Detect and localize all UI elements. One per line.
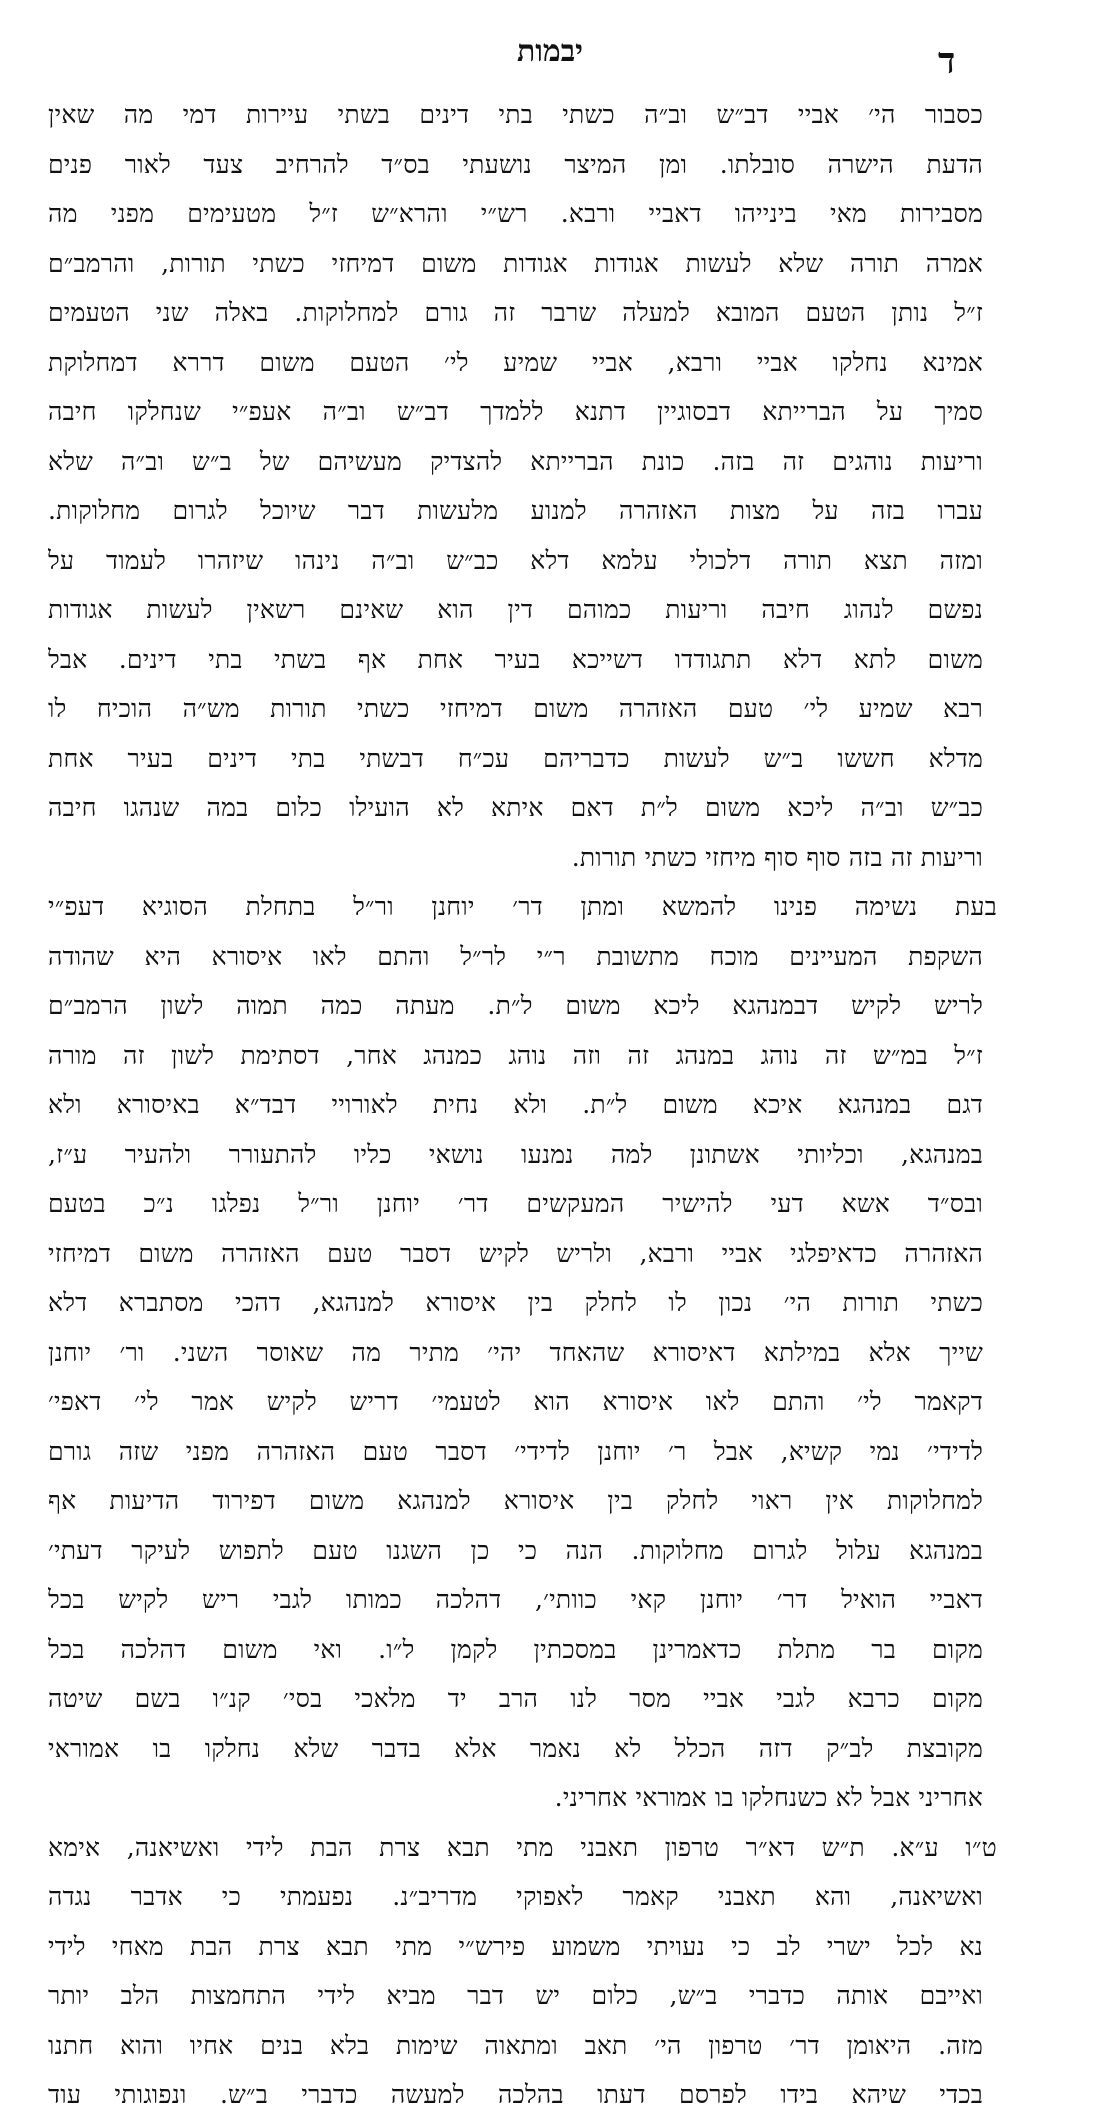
text-line: אמינא נחלקו אביי ורבא, אביי שמיע לי׳ הטעם משום דררא דמחלוקת [48, 347, 983, 377]
text-line: משום לתא דלא תתגודדו דשייכא בעיר אחת אף בשתי בתי דינים. אבל [48, 644, 983, 674]
text-line: לדידי׳ נמי קשיא, אבל ר׳ יוחנן לדידי׳ דסבר טעם האזהרה מפני שזה גורם [48, 1436, 983, 1466]
text-line: שייך אלא במילתא דאיסורא שהאחד יהי׳ מתיר מה שאוסר השני. ור׳ יוחנן [48, 1337, 983, 1367]
text-line: למחלוקות אין ראוי לחלק בין איסורא למנהגא משום דפירוד הדיעות אף [48, 1486, 983, 1515]
text-line: ומזה תצא תורה דלכולי עלמא דלא כב״ש וב״ה נינהו שיזהרו לעמוד על [48, 545, 983, 575]
text-line: מקום כרבא לגבי אביי מסר לנו הרב יד מלאכי בסי׳ קנ״ו בשם שיטה [48, 1684, 983, 1713]
body-text [48, 90, 997, 2120]
text-line: ואייבם אותה כדברי ב״ש, כלום יש דבר מביא לידי התחמצות הלב יותר [48, 1981, 983, 2010]
text-line: ז״ל נותן הטעם המובא למעלה שרבר זה גורם למחלוקות. באלה שני הטעמים [48, 298, 983, 327]
text-line: דאביי הואיל דר׳ יוחנן קאי כוותי׳, דהלכה כמותו לגבי ריש לקיש בכל [48, 1585, 983, 1614]
text-line: לריש לקיש דבמנהגא ליכא משום ל״ת. מעתה כמה תמוה לשון הרמב״ם [48, 991, 983, 1020]
text-line: דקאמר לי׳ והתם לאו איסורא הוא לטעמי׳ דריש לקיש אמר לי׳ דאפי׳ [48, 1387, 983, 1416]
paragraph-end-line: אחריני אבל לא כשנחלקו בו אמוראי אחריני. [554, 1783, 983, 1812]
text-line: במנהגא עלול לגרום מחלוקות. הנה כי כן השגנו טעם לתפוש לעיקר דעתי׳ [48, 1535, 983, 1565]
text-line: כב״ש וב״ה ליכא משום ל״ת דאם איתא לא הועילו כלום במה שנהגו חיבה [48, 793, 983, 822]
running-title: יבמות [516, 34, 584, 69]
text-line: כסבור הי׳ אביי דב״ש וב״ה כשתי בתי דינים בשתי עיירות דמי מה שאין [48, 100, 983, 129]
text-line: במנהגא, וכליותי אשתונן למה נמנעו נושאי כליו להתעורר ולהעיר ע״ז, [48, 1139, 983, 1169]
text-line: ואשיאנה, והא תאבני קאמר לאפוקי מדריב״נ. נפעמתי כי אדבר נגדה [48, 1882, 983, 1911]
text-line: ז״ל במ״ש זה נוהג במנהג זה וזה נוהג כמנהג אחר, דסתימת לשון זה מורה [48, 1040, 983, 1070]
text-line: האזהרה כדאיפלגי אביי ורבא, ולריש לקיש דסבר טעם האזהרה משום דמיחזי [48, 1238, 983, 1268]
text-line: וריעות נוהגים זה בזה. כונת הברייתא להצדיק מעשיהם של ב״ש וב״ה שלא [48, 446, 983, 476]
text-line: מדלא חששו ב״ש לעשות כדבריהם עכ״ח דבשתי בתי דינים בעיר אחת [48, 743, 983, 773]
text-line: ובס״ד אשא דעי להישיר המעקשים דר׳ יוחנן ור״ל נפלגו נ״כ בטעם [48, 1189, 983, 1218]
text-line: מקובצת לב״ק דזה הכלל לא נאמר אלא בדבר שלא נחלקו בו אמוראי [48, 1733, 983, 1763]
text-line: אמרה תורה שלא לעשות אגודות אגודות משום דמיחזי כשתי תורות, והרמב״ם [48, 248, 983, 278]
page-header [0, 34, 1100, 94]
text-line: עברו בזה על מצות האזהרה למנוע מלעשות דבר שיוכל לגרום מחלוקות. [48, 496, 983, 525]
text-line: בכדי שיהא בידו לפרסם דעתו בהלכה למעשה כדברי ב״ש. ונפוגותי עוד [48, 2080, 983, 2109]
text-line: נא לכל ישרי לב כי נעויתי משמוע פירש״י מתי תבא צרת הבת מאחי לידי [48, 1931, 983, 1961]
text-line: כשתי תורות הי׳ נכון לו לחלק בין איסורא למנהגא, דהכי מסתברא דלא [48, 1288, 983, 1317]
text-line: מזה. היאומן דר׳ טרפון הי׳ תאב ומתאוה שימות בלא בנים אחיו והוא חתנו [48, 2030, 983, 2060]
paragraph-end-line: וריעות זה בזה סוף סוף מיחזי כשתי תורות. [571, 842, 983, 872]
text-line: רבא שמיע לי׳ טעם האזהרה משום דמיחזי כשתי תורות מש״ה הוכיח לו [48, 694, 983, 723]
text-line: מסבירות מאי בינייהו דאביי ורבא. רש״י והרא״ש ז״ל מטעימים מפני מה [48, 199, 983, 228]
paragraph-start-line: בעת נשימה פנינו להמשא ומתן דר׳ יוחנן ור״ל בתחלת הסוגיא דעפ״י [48, 892, 997, 921]
text-line: דגם במנהגא איכא משום ל״ת. ולא נחית לאורויי דבד״א באיסורא ולא [48, 1090, 983, 1119]
page-number-letter: ד [938, 40, 956, 82]
text-line: הדעת הישרה סובלתו. ומן המיצר נושעתי בס״ד להרחיב צעד לאור פנים [48, 149, 983, 179]
text-line: מקום בר מתלת כדאמרינן במסכתין לקמן ל״ו. ואי משום דהלכה בכל [48, 1634, 983, 1664]
text-line: סמיך על הברייתא דבסוגיין דתנא ללמדך דב״ש וב״ה אעפ״י שנחלקו חיבה [48, 397, 983, 426]
text-line: נפשם לנהוג חיבה וריעות כמוהם דין הוא שאינם רשאין לעשות אגודות [48, 595, 983, 624]
paragraph-start-line: ט״ו ע״א. ת״ש דא״ר טרפון תאבני מתי תבא צרת הבת לידי ואשיאנה, אימא [48, 1832, 997, 1862]
text-line: השקפת המעיינים מוכח מתשובת ר״י לר״ל והתם לאו איסורא היא שהודה [48, 941, 983, 971]
